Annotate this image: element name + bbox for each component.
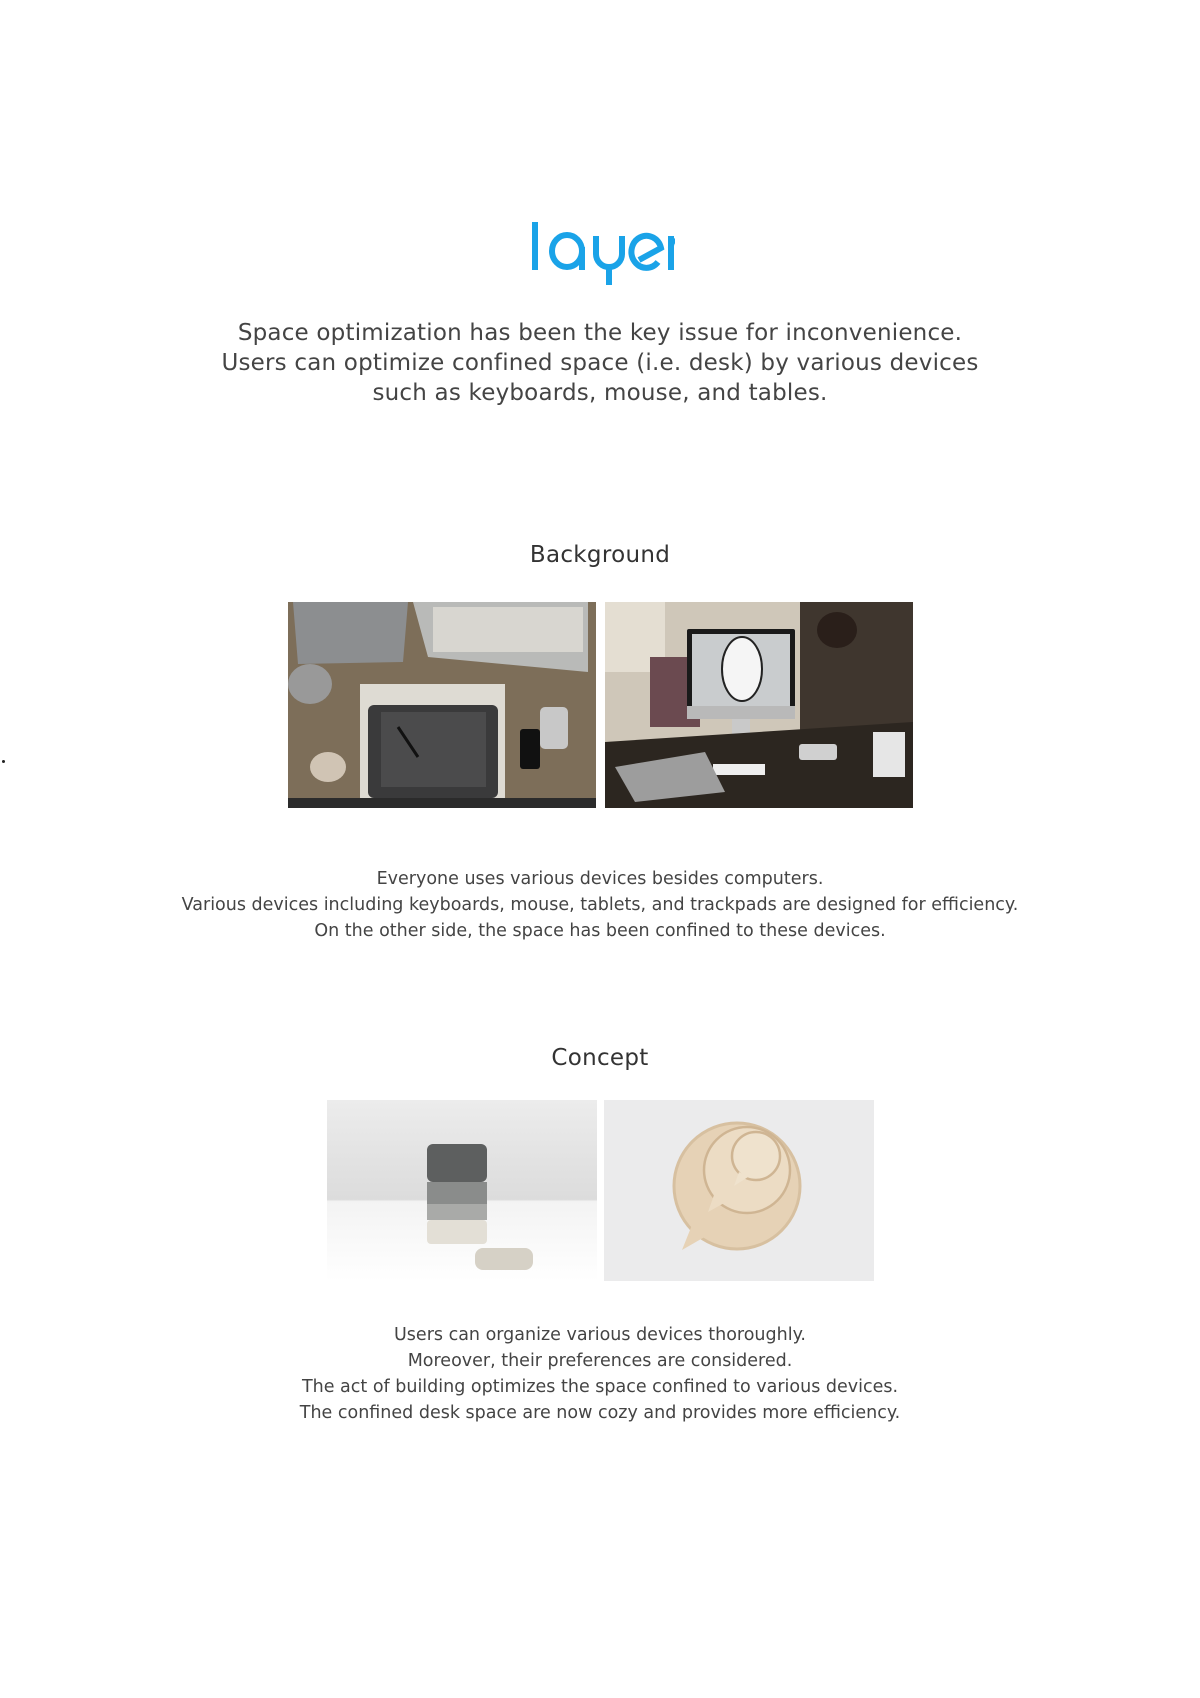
imac-desk-illustration xyxy=(605,602,913,808)
concept-description xyxy=(0,1322,1200,1426)
concept-photo-wooden-trays xyxy=(604,1100,874,1281)
concept-line: The confined desk space are now cozy and provides more efficiency. xyxy=(299,1403,901,1423)
concept-line: The act of building optimizes the space confined to various devices. xyxy=(301,1377,899,1397)
intro-line: such as keyboards, mouse, and tables. xyxy=(372,380,828,406)
concept-line: Users can organize various devices thoroughly. xyxy=(394,1325,806,1345)
intro-line: Users can optimize confined space (i.e. desk) by various devices xyxy=(221,350,979,376)
layer-logo xyxy=(530,212,675,287)
background-photo-imac-desk xyxy=(605,602,913,808)
layer-logo-icon xyxy=(530,212,675,287)
intro-line: Space optimization has been the key issue for inconvenience. xyxy=(237,320,963,346)
intro-text xyxy=(0,318,1200,408)
stray-dot xyxy=(2,760,5,763)
background-heading: Background xyxy=(529,542,671,568)
stacked-container-illustration xyxy=(327,1100,597,1281)
background-line: Various devices including keyboards, mouse, tablets, and trackpads are designed for efficiency. xyxy=(181,895,1019,915)
concept-photo-stacked-container xyxy=(327,1100,597,1281)
background-line: On the other side, the space has been confined to these devices. xyxy=(314,921,886,941)
concept-line: Moreover, their preferences are considered. xyxy=(407,1351,793,1371)
background-description xyxy=(0,866,1200,944)
background-line: Everyone uses various devices besides computers. xyxy=(376,869,824,889)
desk-tablet-illustration xyxy=(288,602,596,808)
background-photo-desk-tablet xyxy=(288,602,596,808)
concept-heading: Concept xyxy=(551,1045,649,1071)
wooden-trays-illustration xyxy=(604,1100,874,1281)
